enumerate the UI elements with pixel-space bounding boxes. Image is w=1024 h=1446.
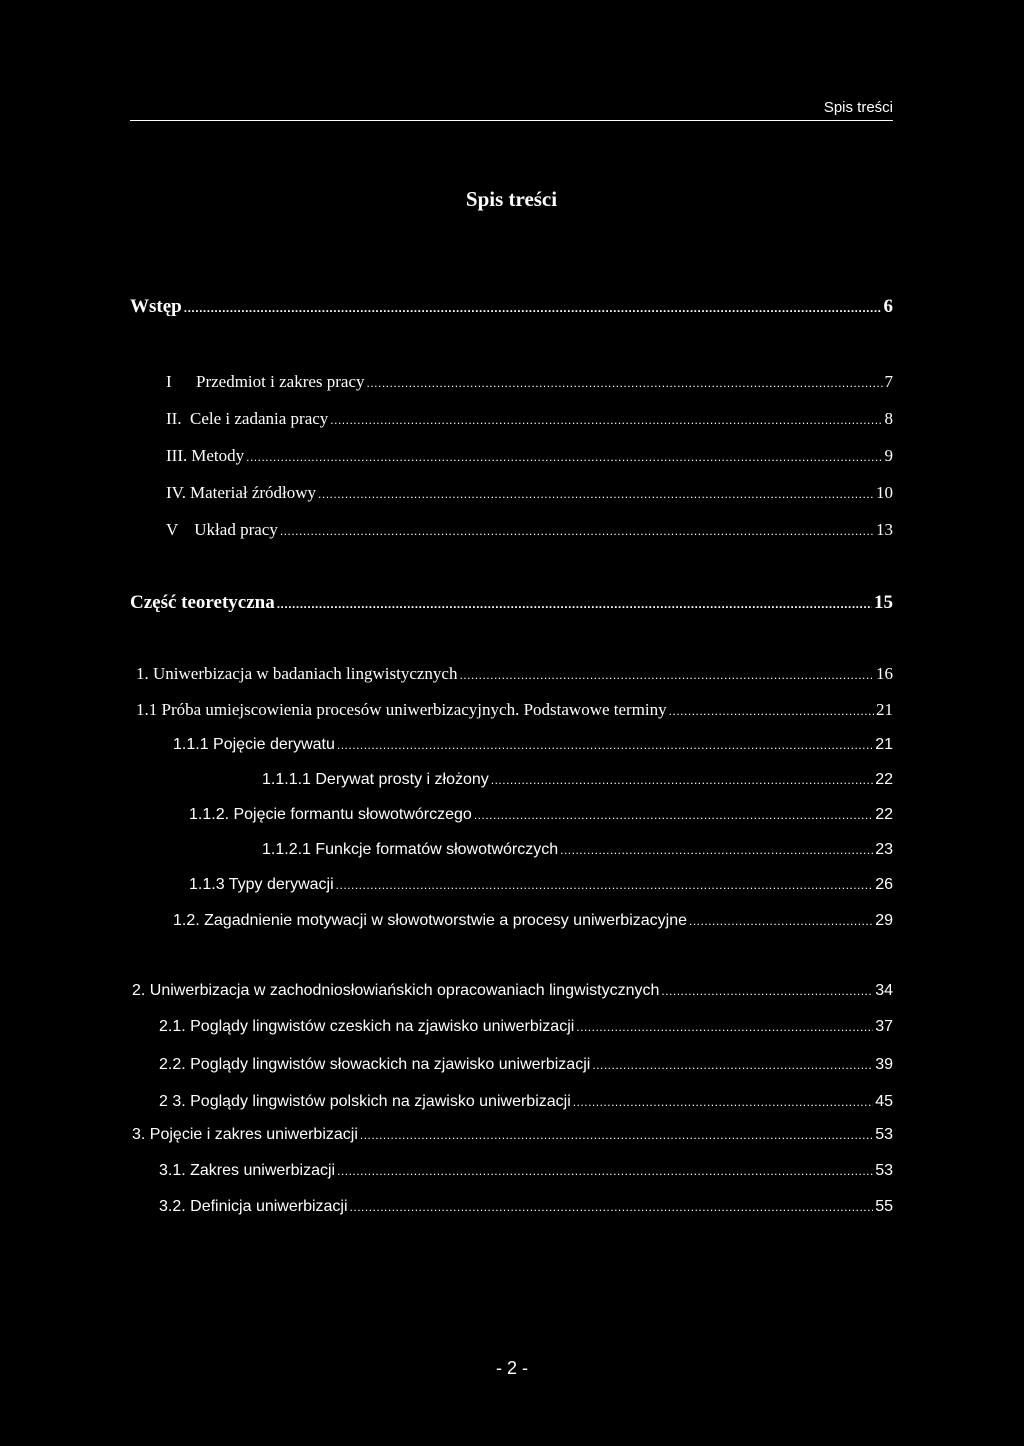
toc-entry[interactable] xyxy=(159,1018,893,1046)
toc-page-number: 55 xyxy=(875,1198,893,1215)
toc-leader xyxy=(280,524,874,538)
toc-label: Cele i zadania pracy xyxy=(190,409,329,428)
toc-page-number: 6 xyxy=(883,296,893,317)
toc-entry[interactable] xyxy=(166,409,893,437)
toc-page-number: 22 xyxy=(875,771,893,788)
toc-page-number: 53 xyxy=(875,1162,893,1179)
toc-page-number: 22 xyxy=(875,806,893,823)
toc-entry[interactable] xyxy=(136,664,893,692)
toc-page-number: 45 xyxy=(875,1093,893,1110)
toc-label: 1.1 Próba umiejscowienia procesów uniwerbizacyjnych. Podstawowe terminy xyxy=(136,700,667,719)
toc-entry[interactable] xyxy=(173,736,893,764)
toc-leader xyxy=(669,704,874,718)
toc-leader xyxy=(491,773,873,787)
toc-entry-wstep[interactable] xyxy=(130,296,893,324)
toc-page-number: 21 xyxy=(875,736,893,753)
toc-page-number: 13 xyxy=(876,520,893,539)
toc-page-number: 7 xyxy=(884,372,893,391)
toc-label: 1.2. Zagadnienie motywacji w słowotworstwie a procesy uniwerbizacyjne xyxy=(173,912,688,929)
toc-entry[interactable] xyxy=(132,982,893,1010)
toc-page-number: 34 xyxy=(875,982,893,999)
toc-leader xyxy=(330,413,882,427)
toc-page-number: 26 xyxy=(875,876,893,893)
toc-page-number: 21 xyxy=(876,700,893,719)
toc-label: Wstęp xyxy=(130,296,182,317)
toc-entry[interactable] xyxy=(132,1126,893,1154)
toc-label: Przedmiot i zakres pracy xyxy=(196,372,365,391)
toc-leader xyxy=(360,1128,873,1142)
toc-label: 1.1.2.1 Funkcje formatów słowotwórczych xyxy=(262,841,559,858)
toc-entry[interactable] xyxy=(159,1093,893,1121)
toc-label: Metody xyxy=(191,446,245,465)
toc-entry-czesc-teoretyczna[interactable] xyxy=(130,592,893,620)
toc-leader xyxy=(337,738,873,752)
toc-leader xyxy=(336,878,874,892)
toc-leader xyxy=(318,487,874,501)
toc-entry[interactable] xyxy=(166,483,893,511)
toc-leader xyxy=(350,1200,874,1214)
toc-roman-numeral: I xyxy=(166,372,172,391)
toc-label: 1.1.1 Pojęcie derywatu xyxy=(173,736,335,753)
toc-entry[interactable] xyxy=(159,1198,893,1226)
table-of-contents xyxy=(130,0,893,1446)
toc-page-number: 9 xyxy=(884,446,893,465)
toc-label: 2. Uniwerbizacja w zachodniosłowiańskich opracowaniach lingwistycznych xyxy=(132,982,660,999)
running-head: Spis treści xyxy=(823,99,893,116)
toc-entry[interactable] xyxy=(166,446,893,474)
toc-entry[interactable] xyxy=(166,372,893,400)
toc-leader xyxy=(277,597,872,611)
toc-page-number: 15 xyxy=(874,592,893,613)
toc-page-number: 29 xyxy=(875,912,893,929)
toc-label: 2 3. Poglądy lingwistów polskich na zjawisko uniwerbizacji xyxy=(159,1093,571,1110)
page-number: - 2 - xyxy=(495,1358,528,1378)
toc-page-number: 39 xyxy=(875,1056,893,1073)
toc-entry[interactable] xyxy=(136,700,893,728)
toc-roman-numeral: IV. xyxy=(166,483,186,502)
toc-leader xyxy=(661,984,873,998)
toc-page-number: 53 xyxy=(875,1126,893,1143)
toc-leader xyxy=(246,450,882,464)
toc-leader xyxy=(367,376,883,390)
toc-leader xyxy=(474,808,873,822)
toc-entry[interactable] xyxy=(262,771,893,799)
toc-label: 1. Uniwerbizacja w badaniach lingwistycznych xyxy=(136,664,458,683)
toc-entry[interactable] xyxy=(189,876,893,904)
toc-label: Układ pracy xyxy=(194,520,278,539)
toc-entry[interactable] xyxy=(189,806,893,834)
toc-roman-numeral: III. xyxy=(166,446,188,465)
toc-label: 2.1. Poglądy lingwistów czeskich na zjawisko uniwerbizacji xyxy=(159,1018,575,1035)
toc-leader xyxy=(592,1058,873,1072)
toc-leader xyxy=(689,914,873,928)
toc-page-number: 16 xyxy=(876,664,893,683)
toc-entry[interactable] xyxy=(166,520,893,548)
toc-label: 3. Pojęcie i zakres uniwerbizacji xyxy=(132,1126,358,1143)
toc-entry[interactable] xyxy=(159,1056,893,1084)
toc-leader xyxy=(337,1164,873,1178)
toc-page-number: 8 xyxy=(884,409,893,428)
toc-page-number: 10 xyxy=(876,483,893,502)
toc-leader xyxy=(573,1095,873,1109)
toc-label: Część teoretyczna xyxy=(130,592,275,613)
toc-label: 1.1.2. Pojęcie formantu słowotwórczego xyxy=(189,806,472,823)
toc-leader xyxy=(184,301,882,315)
toc-leader xyxy=(560,843,873,857)
toc-leader xyxy=(459,668,874,682)
toc-label: 1.1.3 Typy derywacji xyxy=(189,876,334,893)
toc-page-number: 23 xyxy=(875,841,893,858)
toc-label: Materiał źródłowy xyxy=(190,483,317,502)
toc-page-number: 37 xyxy=(875,1018,893,1035)
toc-label: 3.2. Definicja uniwerbizacji xyxy=(159,1198,348,1215)
toc-label: 1.1.1.1 Derywat prosty i złożony xyxy=(262,771,489,788)
toc-entry[interactable] xyxy=(159,1162,893,1190)
toc-label: 3.1. Zakres uniwerbizacji xyxy=(159,1162,336,1179)
toc-entry[interactable] xyxy=(262,841,893,869)
toc-entry[interactable] xyxy=(173,912,893,940)
toc-roman-numeral: V xyxy=(166,520,179,539)
toc-label: 2.2. Poglądy lingwistów słowackich na zjawisko uniwerbizacji xyxy=(159,1056,591,1073)
page-title: Spis treści xyxy=(465,187,558,211)
toc-leader xyxy=(576,1020,873,1034)
toc-roman-numeral: II. xyxy=(166,409,182,428)
